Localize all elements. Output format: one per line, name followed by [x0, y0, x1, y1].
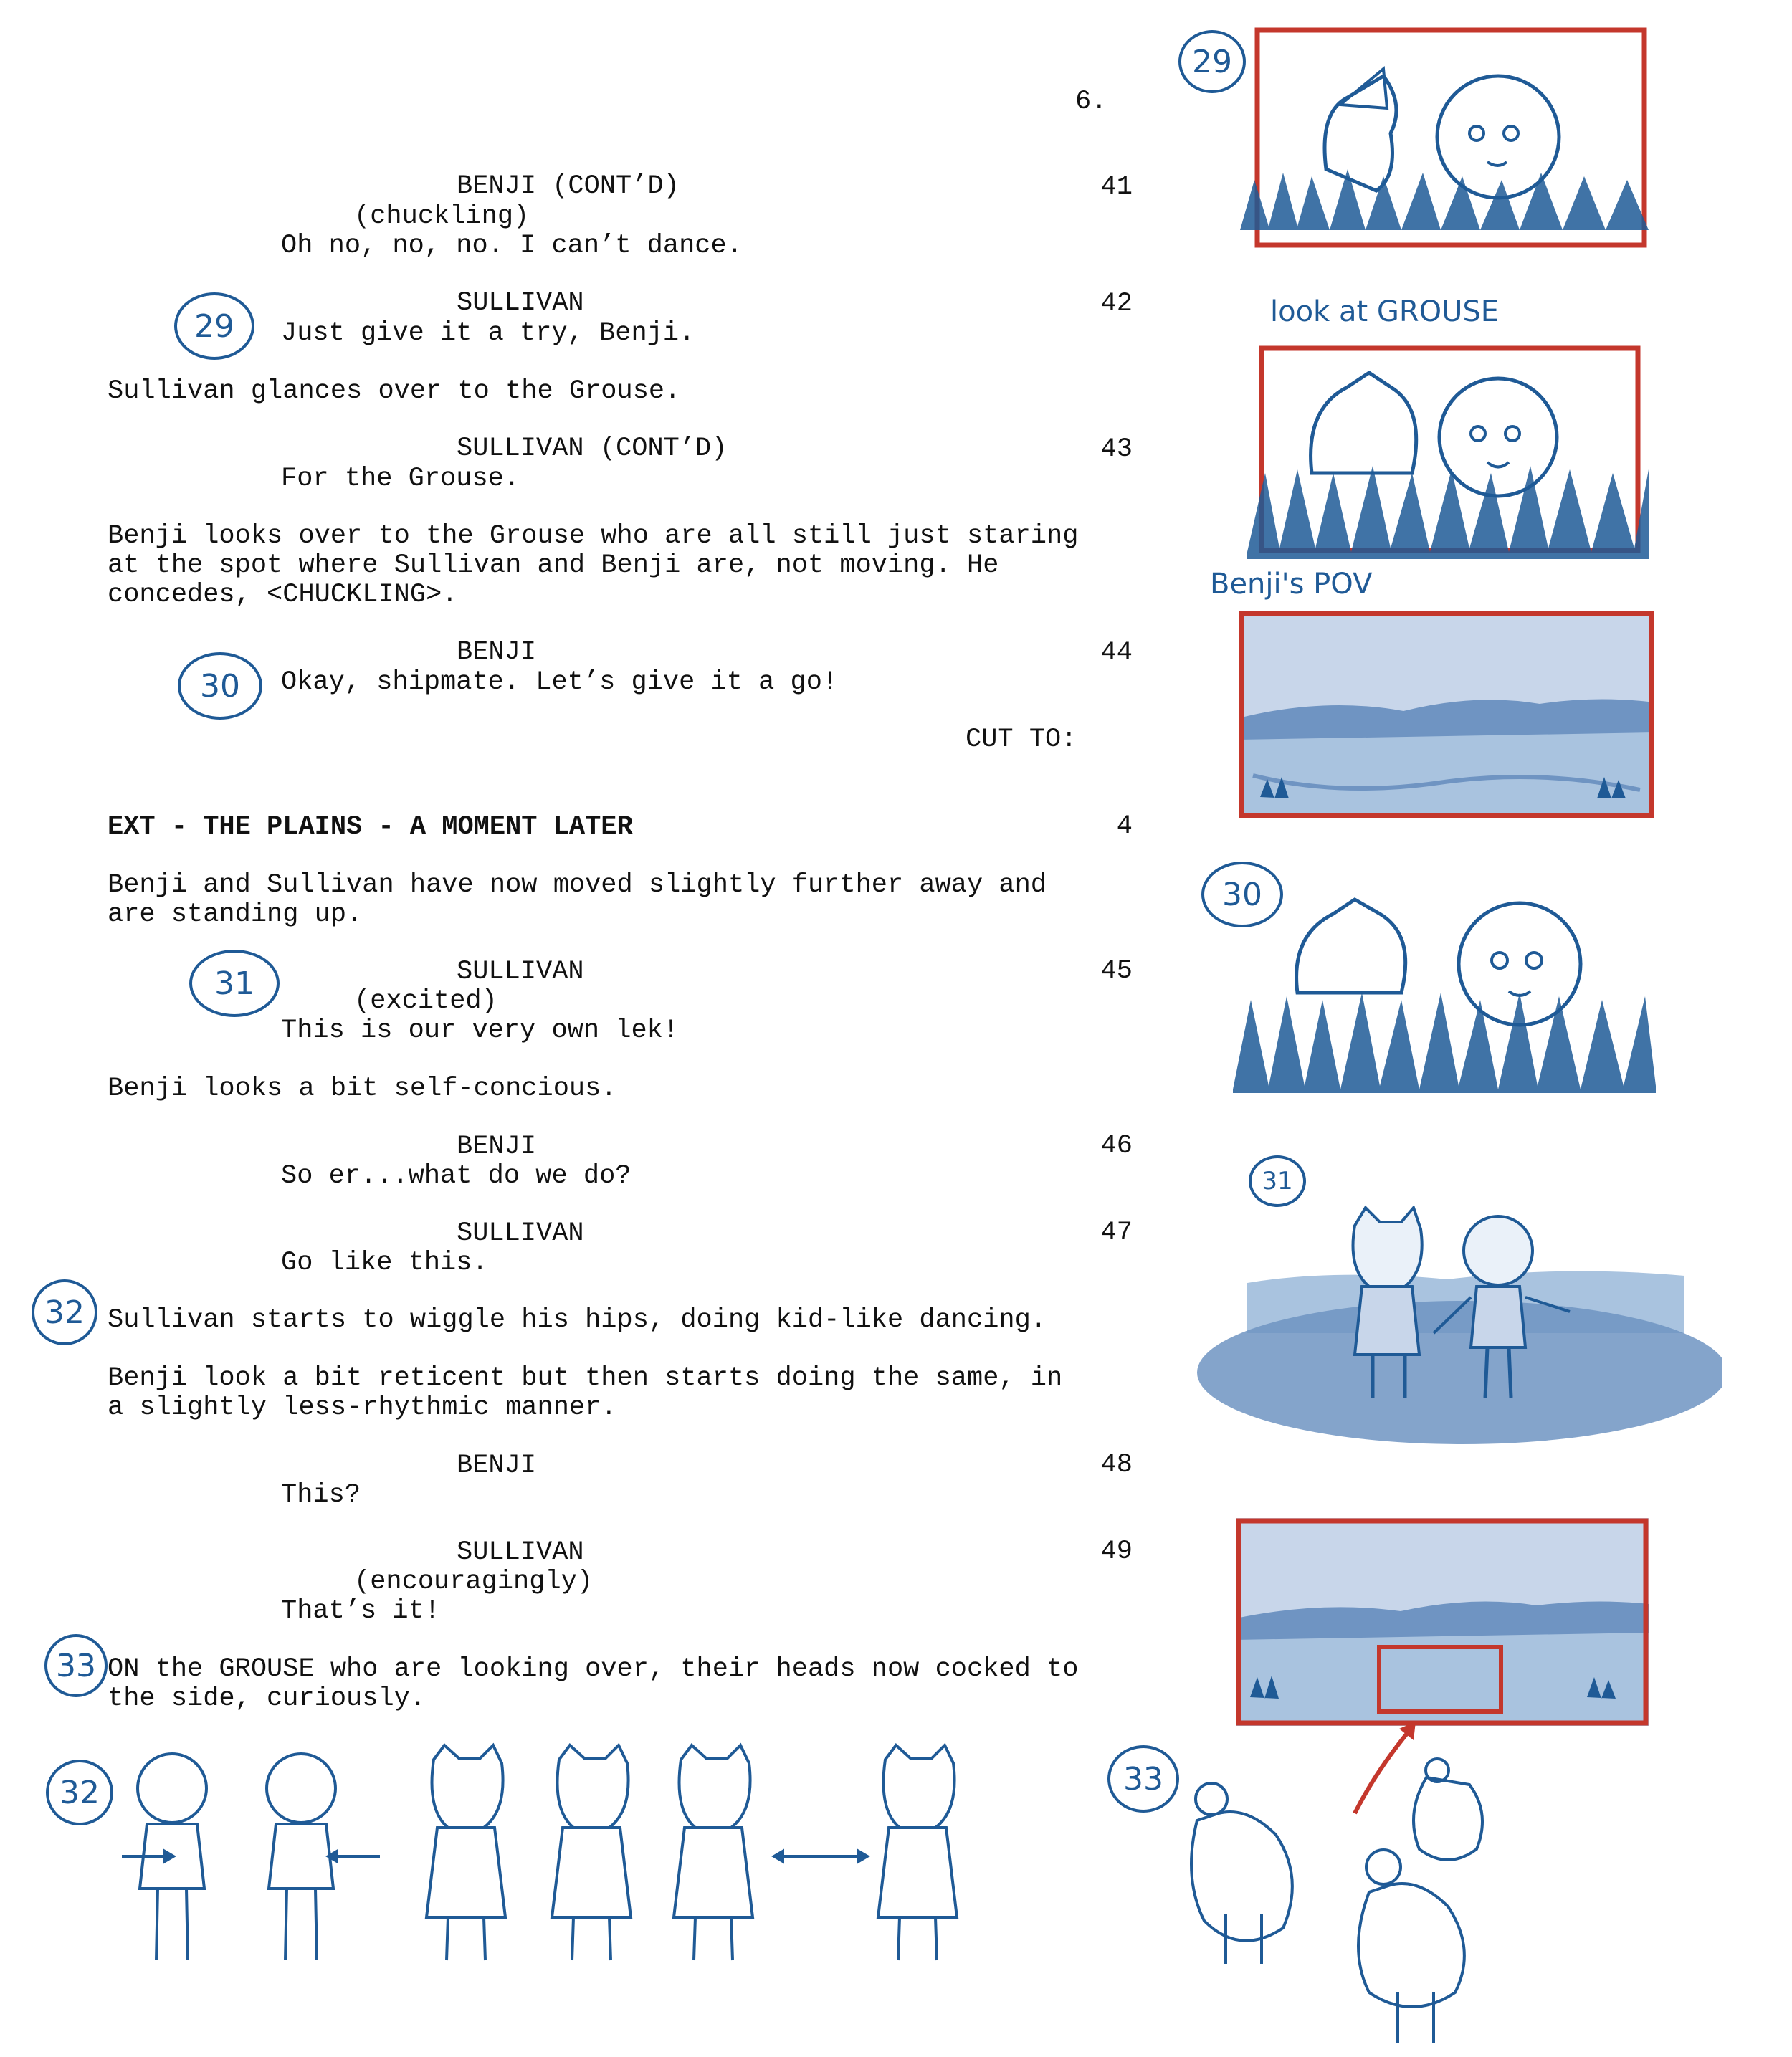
dialogue-number: 46: [1100, 1131, 1133, 1161]
board-mark-31: 31: [1249, 1155, 1306, 1207]
character-cue: BENJI: [457, 1132, 537, 1162]
character-cue: BENJI: [457, 1451, 537, 1481]
character-cue: SULLIVAN: [457, 1537, 584, 1567]
storyboard-panel-30: [1233, 878, 1656, 1093]
character-cue: BENJI (CONT’D): [457, 171, 680, 201]
dialogue-line: Oh no, no, no. I can’t dance.: [281, 231, 743, 261]
board-note: look at GROUSE: [1270, 295, 1500, 328]
action-line: Benji looks a bit self-concious.: [108, 1074, 617, 1104]
character-cue: SULLIVAN: [457, 957, 584, 987]
board-mark-30: 30: [1201, 862, 1283, 927]
board-mark-33: 33: [1107, 1745, 1179, 1813]
storyboard-panel-29b: [1247, 344, 1649, 559]
dialogue-number: 43: [1100, 434, 1133, 464]
action-line: Benji looks over to the Grouse who are all still just staring: [108, 521, 1079, 551]
storyboard-panel-32: [115, 1738, 1025, 1967]
dialogue-line: This is our very own lek!: [281, 1016, 680, 1046]
storyboard-panel-33: [1154, 1749, 1527, 2050]
action-line: Sullivan starts to wiggle his hips, doing kid-like dancing.: [108, 1305, 1047, 1335]
dialogue-number: 42: [1100, 289, 1133, 319]
dialogue-number: 49: [1100, 1537, 1133, 1567]
shot-mark-30: 30: [178, 652, 262, 720]
action-line: are standing up.: [108, 899, 363, 930]
action-line: a slightly less-rhythmic manner.: [108, 1393, 617, 1423]
transition: CUT TO:: [966, 725, 1077, 755]
action-line: concedes, <CHUCKLING>.: [108, 580, 458, 610]
board-mark-32: 32: [46, 1760, 113, 1825]
board-mark-29: 29: [1178, 30, 1246, 93]
dialogue-number: 41: [1100, 172, 1133, 202]
parenthetical: (excited): [354, 986, 497, 1016]
storyboard-panel-29: [1240, 26, 1649, 255]
dialogue-line: Okay, shipmate. Let’s give it a go!: [281, 667, 839, 697]
shot-mark-33: 33: [44, 1634, 108, 1697]
character-cue: SULLIVAN: [457, 288, 584, 318]
action-line: Benji and Sullivan have now moved slightly further away and: [108, 870, 1047, 900]
action-line: Sullivan glances over to the Grouse.: [108, 376, 681, 406]
dialogue-number: 45: [1100, 956, 1133, 986]
dialogue-line: That’s it!: [281, 1596, 441, 1626]
parenthetical: (chuckling): [354, 201, 530, 232]
board-note: Benji's POV: [1210, 568, 1373, 601]
dialogue-number: 47: [1100, 1218, 1133, 1248]
dialogue-number: 44: [1100, 638, 1133, 668]
storyboard-panel-pov: [1239, 611, 1654, 818]
action-line: the side, curiously.: [108, 1684, 426, 1714]
dialogue-line: For the Grouse.: [281, 464, 520, 494]
dialogue-line: Go like this.: [281, 1248, 488, 1278]
shot-mark-32: 32: [32, 1279, 97, 1345]
scene-number: 4: [1116, 811, 1133, 841]
dialogue-line: Just give it a try, Benji.: [281, 318, 695, 348]
page-number: 6.: [1075, 87, 1107, 117]
character-cue: BENJI: [457, 637, 537, 667]
parenthetical: (encouragingly): [354, 1567, 594, 1597]
shot-mark-29: 29: [174, 292, 254, 360]
action-line: ON the GROUSE who are looking over, their heads now cocked to: [108, 1654, 1079, 1684]
dialogue-line: This?: [281, 1480, 361, 1510]
action-line: Benji look a bit reticent but then starts doing the same, in: [108, 1363, 1063, 1393]
character-cue: SULLIVAN (CONT’D): [457, 434, 728, 464]
storyboard-panel-grouse: [1236, 1518, 1649, 1726]
character-cue: SULLIVAN: [457, 1218, 584, 1249]
dialogue-number: 48: [1100, 1450, 1133, 1480]
shot-mark-31: 31: [189, 950, 280, 1017]
scene-heading: EXT - THE PLAINS - A MOMENT LATER: [108, 812, 633, 842]
storyboard-panel-31: [1190, 1190, 1722, 1455]
action-line: at the spot where Sullivan and Benji are, not moving. He: [108, 550, 999, 581]
dialogue-line: So er...what do we do?: [281, 1161, 632, 1191]
